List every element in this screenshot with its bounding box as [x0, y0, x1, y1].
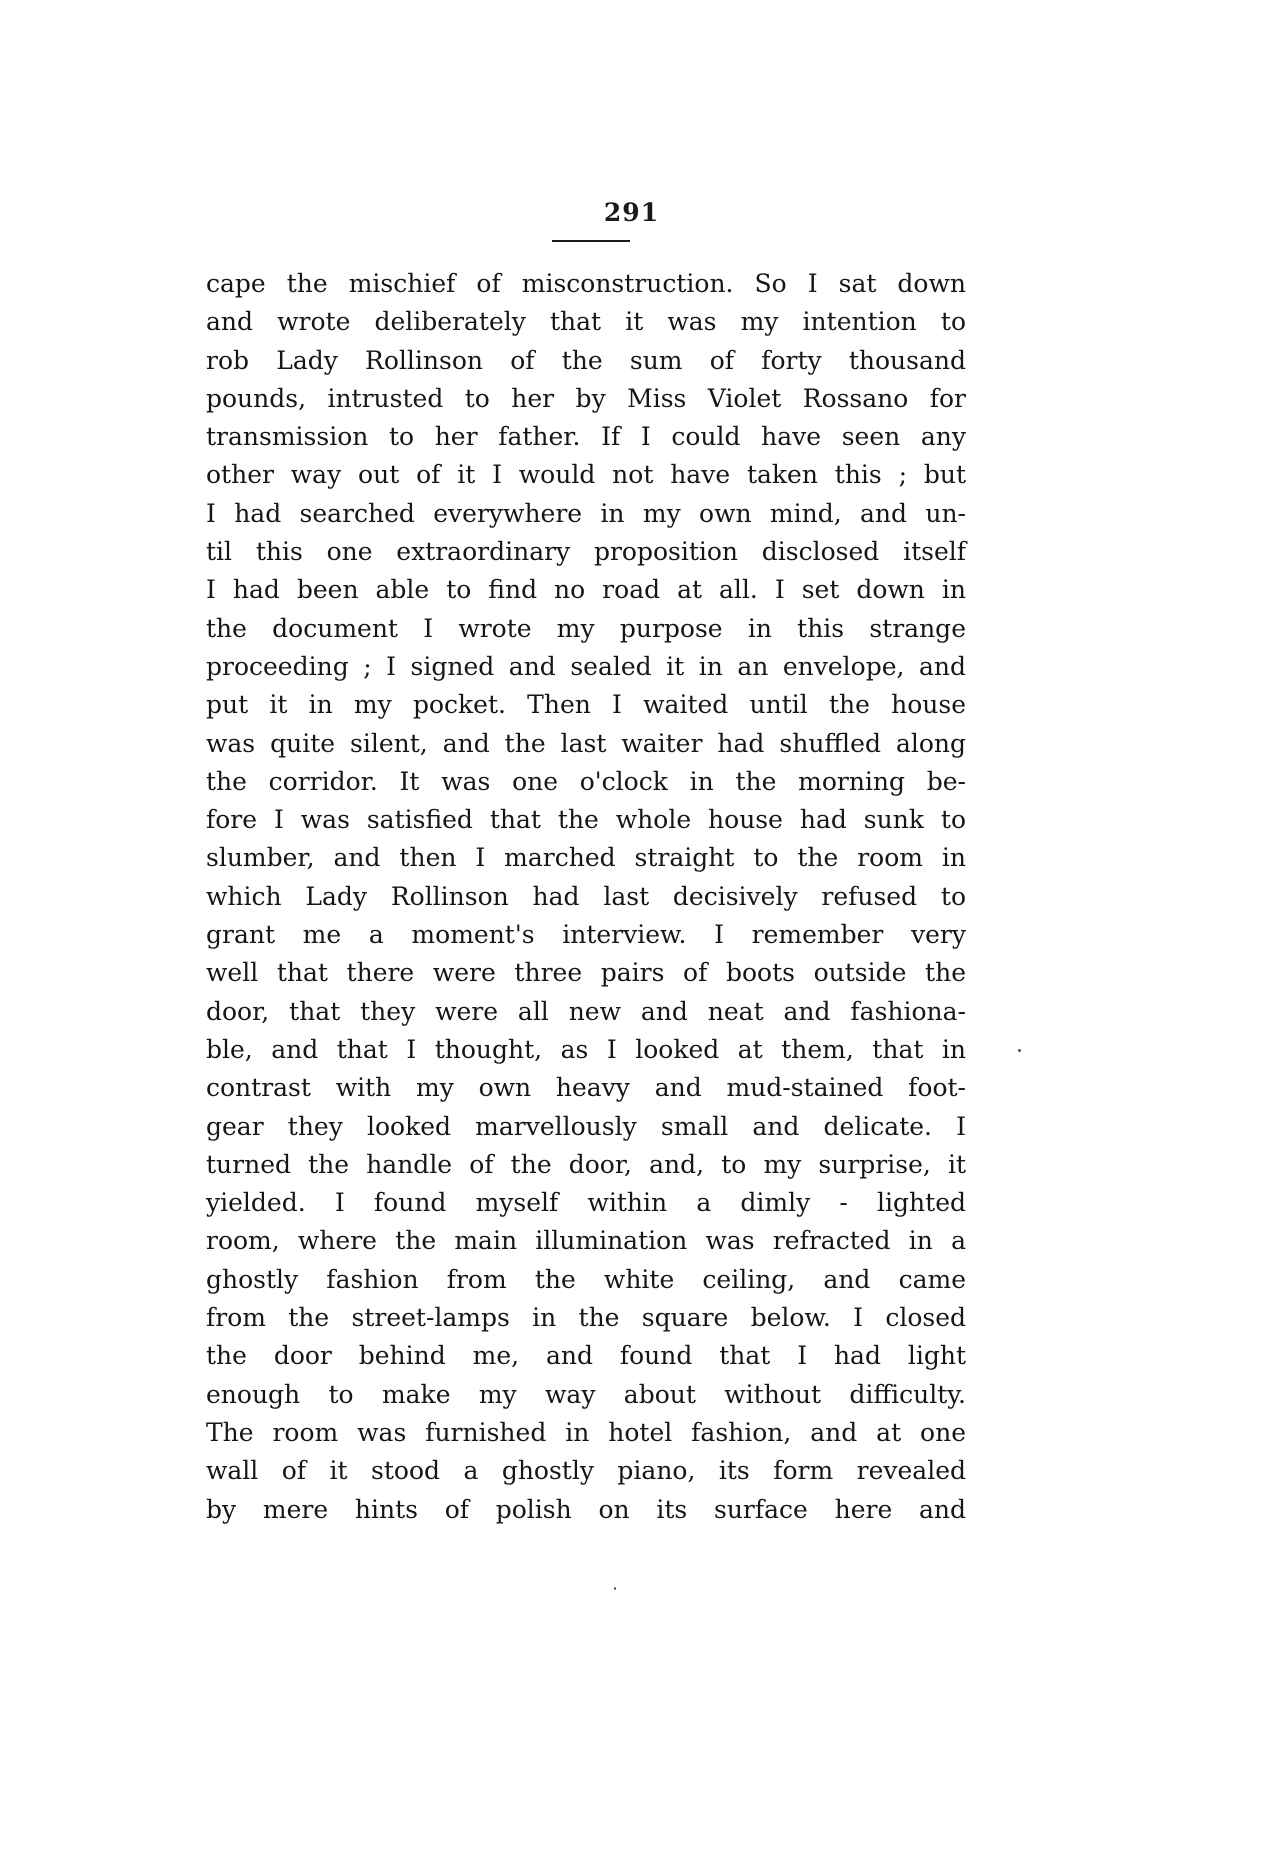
- text-line: fore I was satisfied that the whole house had sunk to: [206, 805, 966, 835]
- text-line: ble, and that I thought, as I looked at them, that in: [206, 1034, 966, 1064]
- text-line: the corridor. It was one o'clock in the morning be-: [206, 766, 966, 796]
- text-line: the document I wrote my purpose in this strange: [206, 613, 966, 643]
- text-line: turned the handle of the door, and, to my surprise, it: [206, 1149, 966, 1179]
- text-line: and wrote deliberately that it was my intention to: [206, 307, 966, 337]
- text-line: the door behind me, and found that I had light: [206, 1341, 966, 1371]
- text-line: cape the mischief of misconstruction. So I sat down: [206, 269, 966, 298]
- text-line: put it in my pocket. Then I waited until the house: [206, 690, 966, 720]
- text-line: The room was furnished in hotel fashion, and at one: [206, 1417, 966, 1447]
- text-line: pounds, intrusted to her by Miss Violet Rossano for: [206, 383, 966, 413]
- text-line: other way out of it I would not have taken this ; but: [206, 460, 966, 490]
- text-line: I had searched everywhere in my own mind, and un-: [206, 498, 966, 528]
- text-line: slumber, and then I marched straight to the room in: [206, 843, 966, 873]
- text-line: by mere hints of polish on its surface here and: [206, 1494, 966, 1524]
- text-line: grant me a moment's interview. I remember very: [206, 920, 966, 950]
- text-line: I had been able to find no road at all. I set down in: [206, 575, 966, 605]
- text-line: gear they looked marvellously small and delicate. I: [206, 1111, 966, 1141]
- page-number-rule: [552, 240, 630, 242]
- text-line: room, where the main illumination was refracted in a: [206, 1226, 966, 1256]
- body-text: [206, 265, 966, 1529]
- text-line: well that there were three pairs of boots outside the: [206, 958, 966, 988]
- text-line: rob Lady Rollinson of the sum of forty thousand: [206, 345, 966, 375]
- text-line: enough to make my way about without difficulty.: [206, 1379, 966, 1409]
- text-line: proceeding ; I signed and sealed it in an envelope, and: [206, 651, 966, 681]
- paper-speck: [614, 1587, 616, 1590]
- text-line: contrast with my own heavy and mud-stained foot-: [206, 1073, 966, 1103]
- text-line: wall of it stood a ghostly piano, its form revealed: [206, 1456, 966, 1486]
- text-line: ghostly fashion from the white ceiling, and came: [206, 1264, 966, 1294]
- text-line: transmission to her father. If I could have seen any: [206, 422, 966, 452]
- paper-speck: [1018, 1049, 1021, 1052]
- text-line: door, that they were all new and neat and fashiona-: [206, 996, 966, 1026]
- text-line: from the street-lamps in the square below. I closed: [206, 1303, 966, 1333]
- text-line: which Lady Rollinson had last decisively refused to: [206, 881, 966, 911]
- text-line: yielded. I found myself within a dimly - lighted: [206, 1188, 966, 1218]
- text-line: was quite silent, and the last waiter had shuffled along: [206, 728, 966, 758]
- page-number: 291: [603, 198, 660, 227]
- text-line: til this one extraordinary proposition disclosed itself: [206, 537, 966, 567]
